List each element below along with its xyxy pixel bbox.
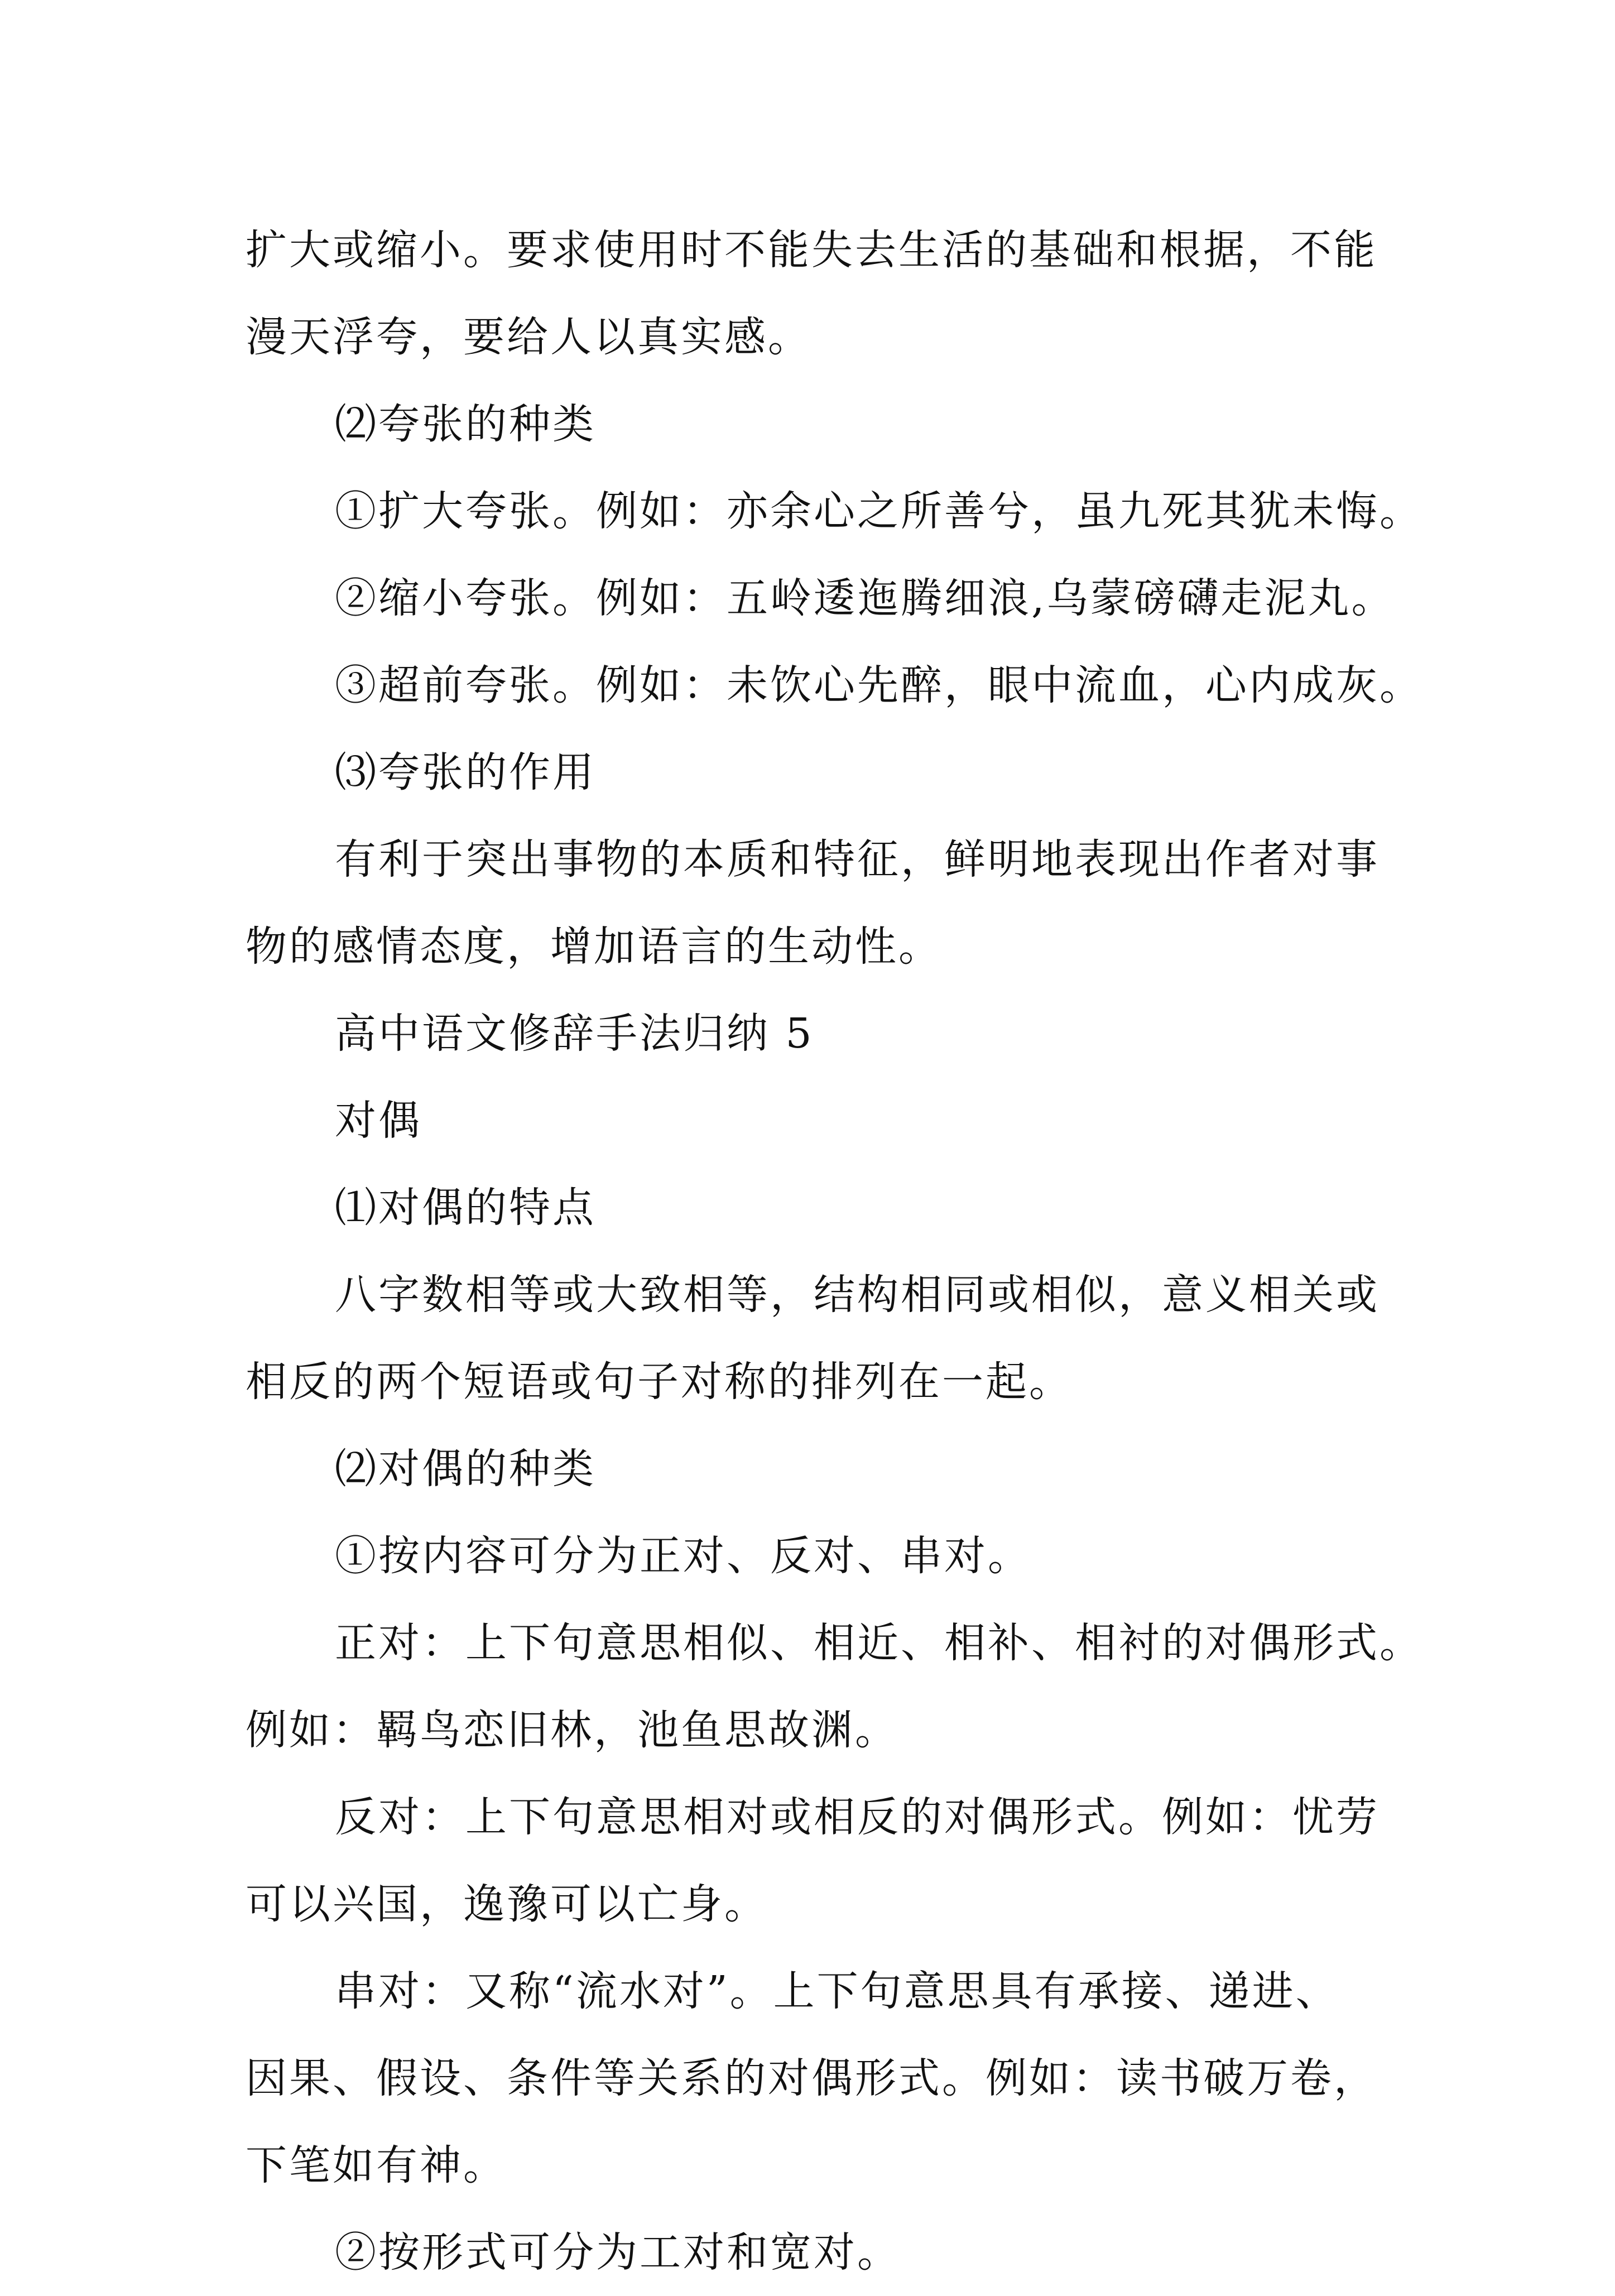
text-line: 物的感情态度，增加语言的生动性。 xyxy=(246,923,942,971)
paragraph-flowing-antithesis xyxy=(246,1948,1384,2209)
text-line: 扩大或缩小。要求使用时不能失去生活的基础和根据，不能 xyxy=(246,226,1377,274)
heading-hyperbole-types xyxy=(246,381,1384,468)
text-line: 正对：上下句意思相似、相近、相补、相衬的对偶形式。 xyxy=(335,1619,1423,1667)
list-item-reducing-hyperbole xyxy=(246,555,1395,642)
section-title xyxy=(246,990,1384,1077)
heading-antithesis-features xyxy=(246,1164,1384,1251)
heading-hyperbole-function xyxy=(246,729,1384,816)
text-line: 反对：上下句意思相对或相反的对偶形式。例如：忧劳 xyxy=(335,1793,1380,1841)
text-line: ②缩小夸张。例如：五岭逶迤腾细浪,乌蒙磅礴走泥丸。 xyxy=(335,574,1395,622)
text-line: 对偶 xyxy=(335,1097,422,1145)
paragraph-contrast-antithesis xyxy=(246,1774,1384,1948)
text-line: ②按形式可分为工对和宽对。 xyxy=(335,2228,901,2276)
text-line: ⑵对偶的种类 xyxy=(335,1445,596,1493)
paragraph-antithesis-features xyxy=(246,1251,1384,1425)
text-line: 因果、假设、条件等关系的对偶形式。例如：读书破万卷， xyxy=(246,2054,1377,2102)
text-line: ①按内容可分为正对、反对、串对。 xyxy=(335,1532,1031,1580)
text-line: ①扩大夸张。例如：亦余心之所善兮，虽九死其犹未悔。 xyxy=(335,487,1423,535)
list-item-advance-hyperbole xyxy=(246,642,1423,729)
text-line: 例如：羁鸟恋旧林，池鱼思故渊。 xyxy=(246,1706,898,1754)
text-line: 有利于突出事物的本质和特征，鲜明地表现出作者对事 xyxy=(335,835,1380,883)
heading-antithesis-types xyxy=(246,1425,1384,1512)
text-line: ⑶夸张的作用 xyxy=(335,748,596,796)
list-item-expanding-hyperbole xyxy=(246,468,1423,555)
paragraph-hyperbole-function xyxy=(246,816,1384,990)
text-line: ③超前夸张。例如：未饮心先醉，眼中流血，心内成灰。 xyxy=(335,661,1423,709)
text-line: ⑴对偶的特点 xyxy=(335,1184,596,1232)
text-line: ⑵夸张的种类 xyxy=(335,400,596,448)
list-item-by-form xyxy=(246,2209,1384,2296)
list-item-by-content xyxy=(246,1512,1384,1599)
text-line: 串对：又称“流水对”。上下句意思具有承接、递进、 xyxy=(335,1967,1339,2015)
paragraph-parallel-antithesis xyxy=(246,1599,1423,1774)
text-line: 下笔如有神。 xyxy=(246,2141,507,2189)
text-line: 漫天浮夸，要给人以真实感。 xyxy=(246,313,811,361)
paragraph-hyperbole-definition-continued xyxy=(246,206,1384,381)
document-body xyxy=(246,206,1423,2296)
heading-antithesis xyxy=(246,1077,1384,1164)
text-line: 八字数相等或大致相等，结构相同或相似，意义相关或 xyxy=(335,1271,1380,1319)
text-line: 高中语文修辞手法归纳 5 xyxy=(335,1010,814,1058)
text-line: 相反的两个短语或句子对称的排列在一起。 xyxy=(246,1358,1073,1406)
text-line: 可以兴国，逸豫可以亡身。 xyxy=(246,1880,768,1928)
